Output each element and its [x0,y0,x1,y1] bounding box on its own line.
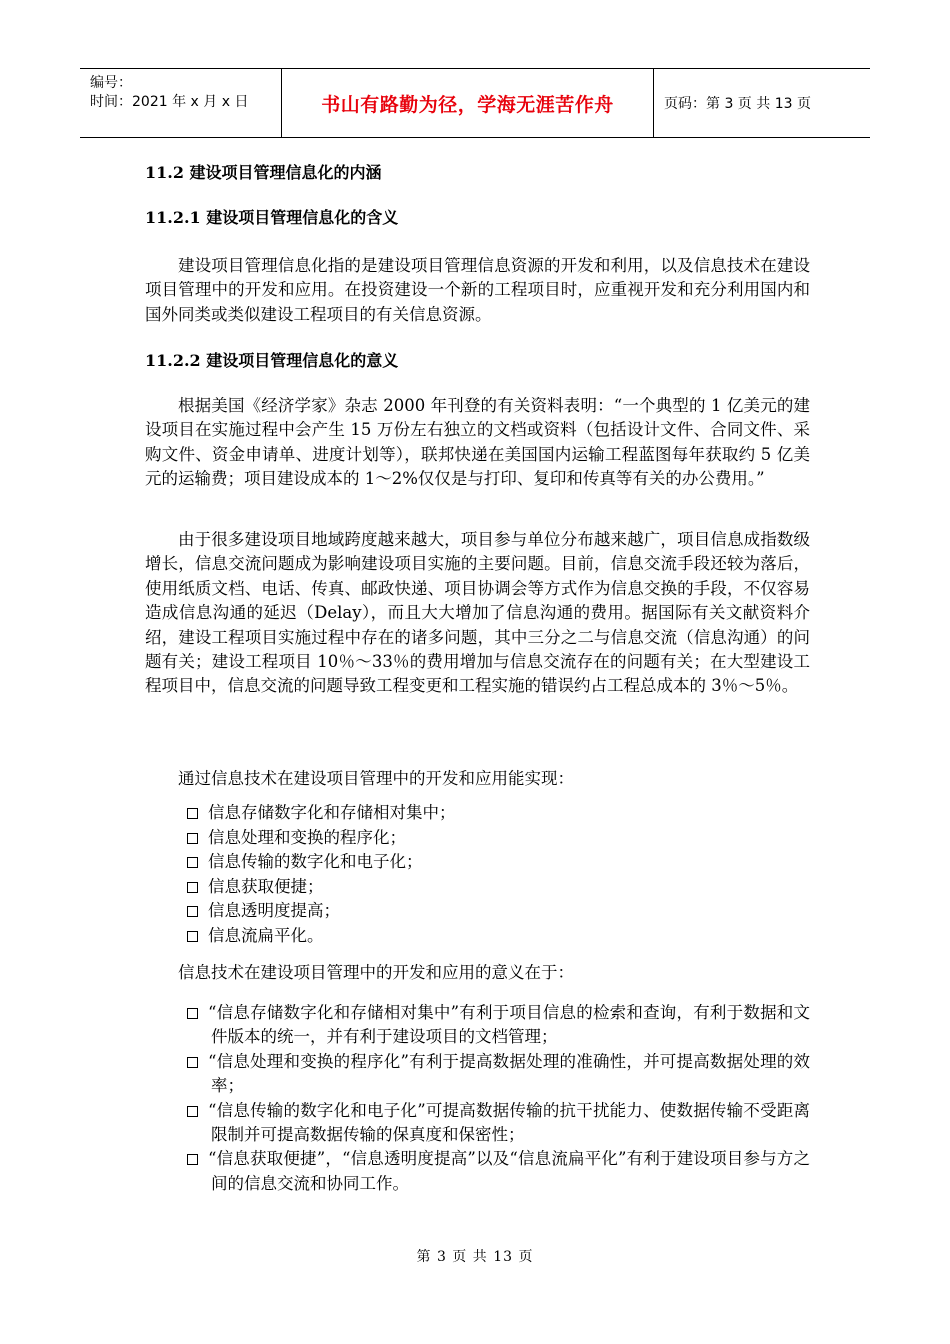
checkbox-icon [187,931,198,942]
list-item: “信息传输的数字化和电子化”可提高数据传输的抗干扰能力、使数据传输不受距离限制并可提高数据传输的保真度和保密性； [187,1099,810,1148]
subsection-heading-meaning: 11.2.1 建设项目管理信息化的含义 [145,208,399,227]
paragraph-economist: 根据美国《经济学家》杂志 2000 年刊登的有关资料表明：“一个典型的 1 亿美元的建设项目在实施过程中会产生 15 万份左右独立的文档或资料（包括设计文件、合同文件、采购文件、资金申请单、进度计划等），联邦快递在美国国内运输工程蓝图每年获取约 5 亿美元的运输费；项目建设成本的 1～2%仅仅是与打印、复印和传真等有关的办公费用。” [145,396,810,489]
checkbox-icon [187,1106,198,1117]
checkbox-icon [187,882,198,893]
paragraph-definition: 建设项目管理信息化指的是建设项目管理信息资源的开发和利用，以及信息技术在建设项目管理中的开发和应用。在投资建设一个新的工程项目时，应重视开发和充分利用国内和国外同类或类似建设工程项目的有关信息资源。 [145,256,810,324]
date-label: 时间：2021 年 x 月 x 日 [90,94,249,110]
page-footer: 第 3 页 共 13 页 [416,1249,534,1265]
list-item: “信息处理和变换的程序化”有利于提高数据处理的准确性，并可提高数据处理的效率； [187,1050,810,1099]
header-meta-cell [80,69,282,137]
significance-list [187,1001,810,1196]
checkbox-icon [187,906,198,917]
subsection-heading-significance: 11.2.2 建设项目管理信息化的意义 [145,351,399,370]
list-item: 信息处理和变换的程序化； [187,826,810,851]
number-label: 编号： [90,75,132,91]
checkbox-icon [187,1008,198,1019]
motto: 书山有路勤为径，学海无涯苦作舟 [282,69,654,137]
list-item: “信息存储数字化和存储相对集中”有利于项目信息的检索和查询，有利于数据和文件版本的统一，并有利于建设项目的文档管理； [187,1001,810,1050]
paragraph-realize-intro: 通过信息技术在建设项目管理中的开发和应用能实现： [178,769,574,788]
checkbox-icon [187,1154,198,1165]
paragraph-communication: 由于很多建设项目地域跨度越来越大，项目参与单位分布越来越广，项目信息成指数级增长，信息交流问题成为影响建设项目实施的主要问题。目前，信息交流手段还较为落后，使用纸质文档、电话、传真、邮政快递、项目协调会等方式作为信息交换的手段，不仅容易造成信息沟通的延迟（Delay），而且大大增加了信息沟通的费用。据国际有关文献资料介绍，建设工程项目实施过程中存在的诸多问题，其中三分之二与信息交流（信息沟通）的问题有关；建设工程项目 10％～33％的费用增加与信息交流存在的问题有关；在大型建设工程项目中，信息交流的问题导致工程变更和工程实施的错误约占工程总成本的 3％～5％。 [145,530,810,696]
checkbox-icon [187,833,198,844]
checkbox-icon [187,857,198,868]
checkbox-icon [187,1057,198,1068]
list-item: 信息透明度提高； [187,899,810,924]
page-info: 页码：第 3 页 共 13 页 [664,96,811,112]
list-item: 信息获取便捷； [187,875,810,900]
header-table [80,68,870,138]
list-item: “信息获取便捷”，“信息透明度提高”以及“信息流扁平化”有利于建设项目参与方之间的信息交流和协同工作。 [187,1147,810,1196]
section-heading: 11.2 建设项目管理信息化的内涵 [145,163,382,182]
realize-list [187,801,810,949]
checkbox-icon [187,808,198,819]
list-item: 信息流扁平化。 [187,924,810,949]
list-item: 信息传输的数字化和电子化； [187,850,810,875]
list-item: 信息存储数字化和存储相对集中； [187,801,810,826]
paragraph-significance-intro: 信息技术在建设项目管理中的开发和应用的意义在于： [178,963,574,982]
